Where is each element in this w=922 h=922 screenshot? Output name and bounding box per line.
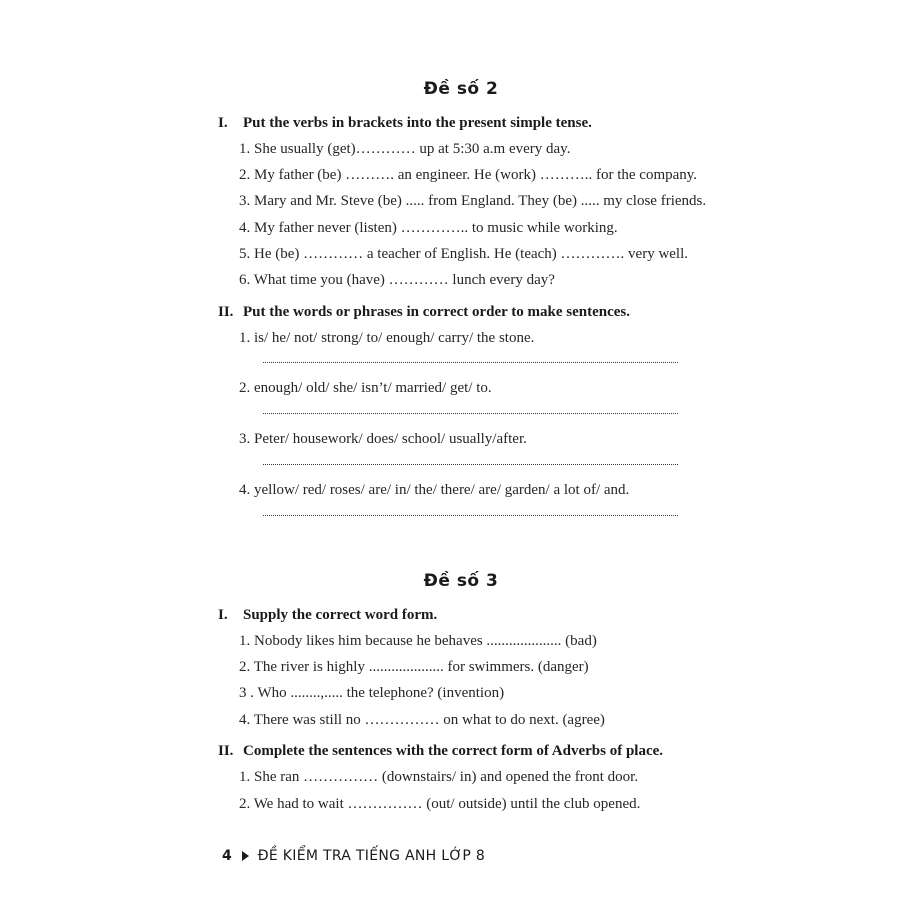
test-2-part-2-title <box>218 304 630 321</box>
exercise-item: 2. The river is highly .................... for swimmers. (danger) <box>239 659 589 675</box>
page-footer <box>222 848 485 864</box>
answer-line <box>263 413 678 414</box>
section-instruction: Put the verbs in brackets into the present simple tense. <box>243 115 592 131</box>
test-2-heading: Đề số 2 <box>423 79 499 99</box>
triangle-marker-icon <box>242 851 249 861</box>
exercise-item: 4. My father never (listen) ………….. to music while working. <box>239 220 618 236</box>
exercise-item: 1. She ran …………… (downstairs/ in) and opened the front door. <box>239 769 639 785</box>
exercise-item: 2. We had to wait …………… (out/ outside) until the club opened. <box>239 796 641 812</box>
answer-line <box>263 515 678 516</box>
exercise-item: 5. He (be) ………… a teacher of English. He (teach) …………. very well. <box>239 246 689 262</box>
section-number: I. <box>218 607 228 623</box>
test-2-part-1-title <box>218 115 592 132</box>
exercise-item: 3. Peter/ housework/ does/ school/ usually/after. <box>239 431 527 447</box>
section-number: I. <box>218 115 228 131</box>
exercise-item: 6. What time you (have) ………… lunch every day? <box>239 272 555 288</box>
answer-line <box>263 464 678 465</box>
section-instruction: Complete the sentences with the correct form of Adverbs of place. <box>243 743 664 759</box>
exercise-item: 2. My father (be) ………. an engineer. He (work) ……….. for the company. <box>239 167 698 183</box>
exercise-item: 4. yellow/ red/ roses/ are/ in/ the/ there/ are/ garden/ a lot of/ and. <box>239 482 630 498</box>
exercise-item: 1. She usually (get)………… up at 5:30 a.m every day. <box>239 141 571 157</box>
book-title: ĐỀ KIỂM TRA TIẾNG ANH LỚP 8 <box>257 848 486 864</box>
exercise-item: 2. enough/ old/ she/ isn’t/ married/ get/ to. <box>239 380 492 396</box>
section-number: II. <box>218 304 234 320</box>
test-3-heading: Đề số 3 <box>423 571 499 591</box>
test-3-part-2-title <box>218 743 663 760</box>
section-number: II. <box>218 743 234 759</box>
exercise-item: 1. Nobody likes him because he behaves .................... (bad) <box>239 633 597 649</box>
exercise-item: 4. There was still no …………… on what to do next. (agree) <box>239 712 605 728</box>
exercise-item: 3. Mary and Mr. Steve (be) ..... from England. They (be) ..... my close friends. <box>239 193 707 209</box>
exercise-item: 3 . Who ........,..... the telephone? (invention) <box>239 685 505 701</box>
section-instruction: Supply the correct word form. <box>243 607 438 623</box>
exercise-item: 1. is/ he/ not/ strong/ to/ enough/ carry/ the stone. <box>239 330 535 346</box>
test-3-part-1-title <box>218 607 437 624</box>
answer-line <box>263 362 678 363</box>
page-number: 4 <box>222 848 232 864</box>
section-instruction: Put the words or phrases in correct order to make sentences. <box>243 304 631 320</box>
